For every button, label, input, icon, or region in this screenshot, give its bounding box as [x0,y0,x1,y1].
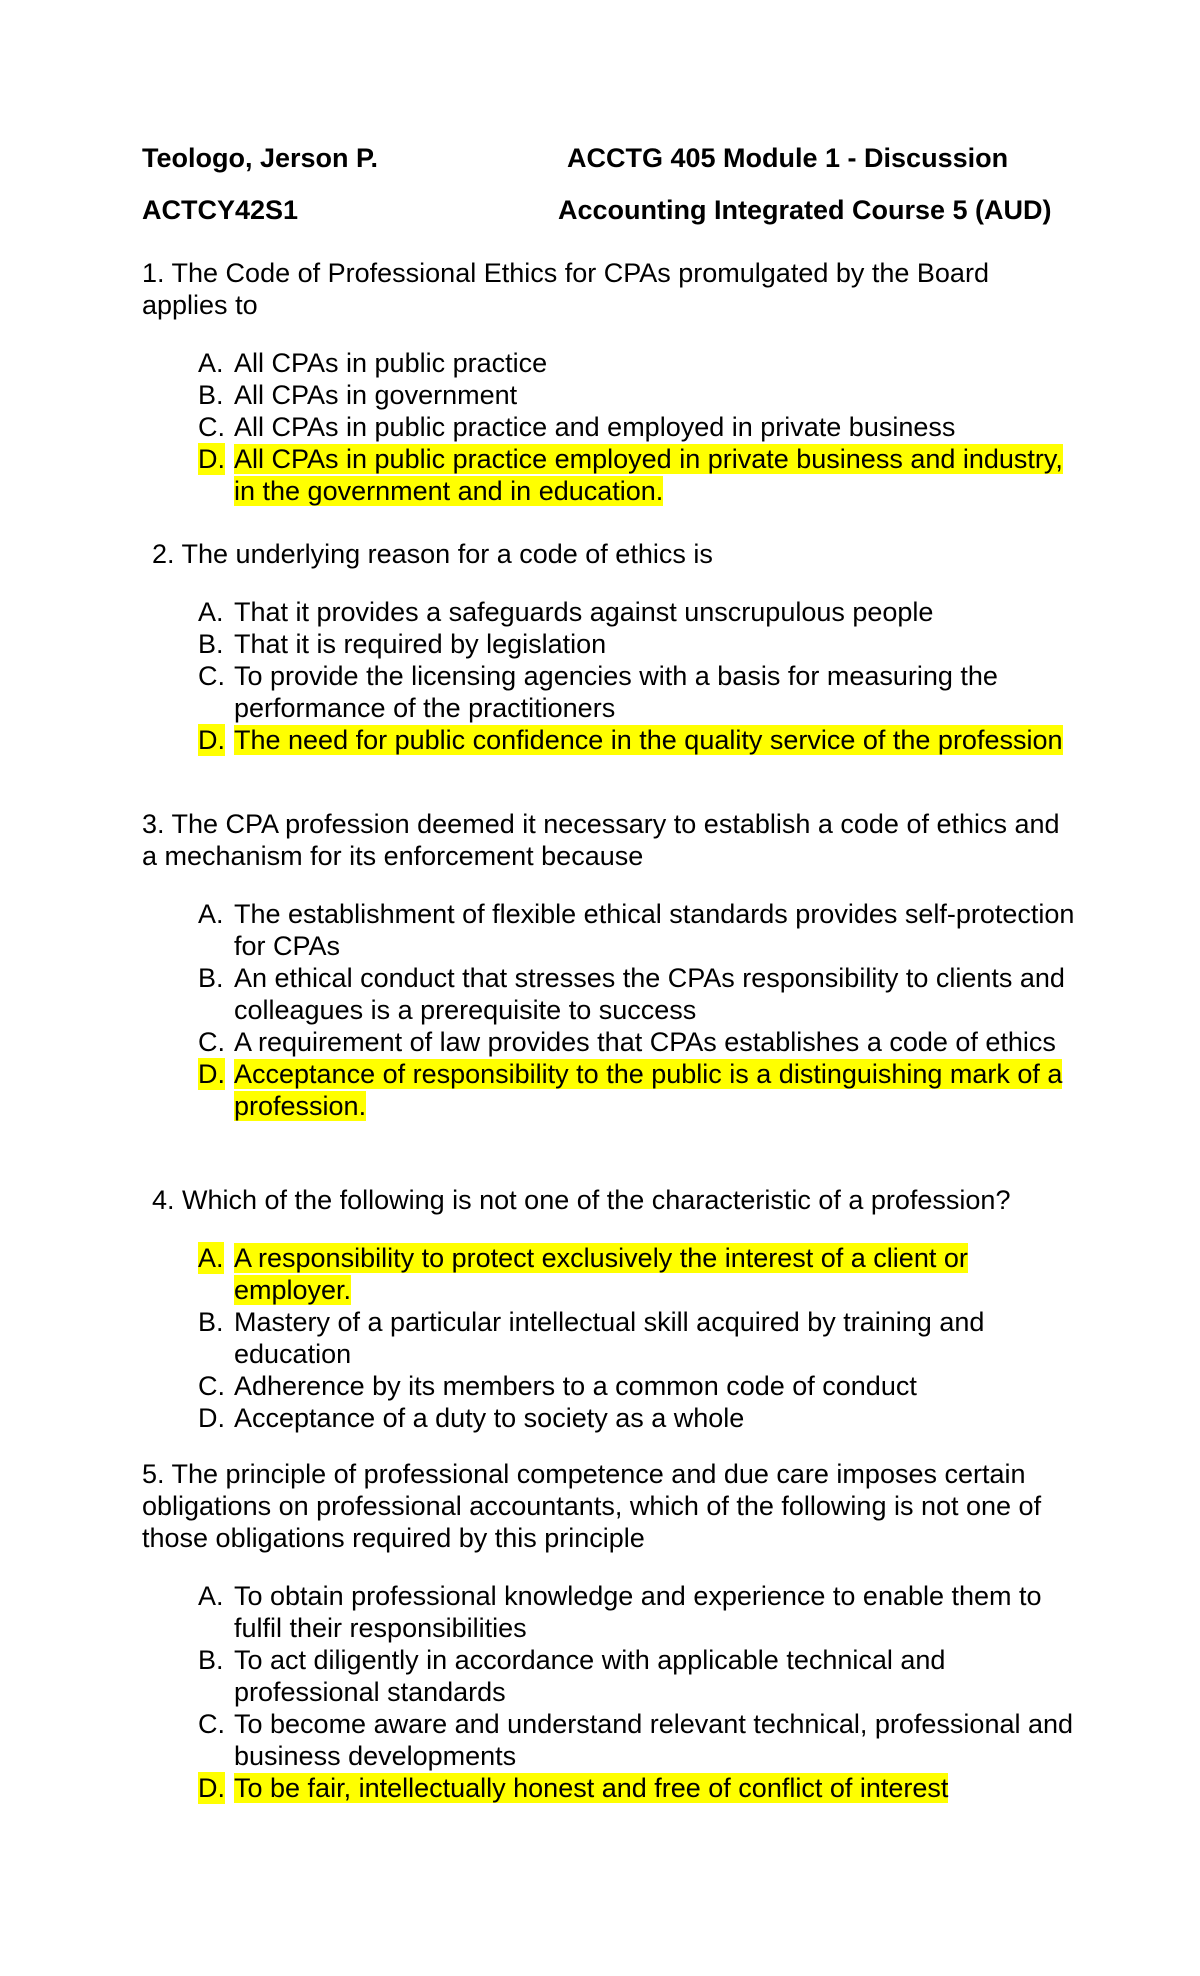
choice-letter: B. [198,629,224,659]
course-title: Accounting Integrated Course 5 (AUD) [558,195,1052,225]
question-stem: 3. The CPA profession deemed it necessary to establish a code of ethics and a mechanism for its enforcement because [142,809,1060,871]
choice-text: All CPAs in government [234,380,518,410]
choice-list [142,1580,1082,1804]
section-code: ACTCY42S1 [142,195,299,225]
choice-text: To act diligently in accordance with applicable technical and professional standards [234,1645,946,1707]
question-stem: 5. The principle of professional competence and due care imposes certain obligations on professional accountants, which of the following is not one of those obligations required by this principle [142,1459,1042,1553]
choice-letter: A. [198,899,224,929]
choice-c [142,660,1082,724]
choice-text: An ethical conduct that stresses the CPAs responsibility to clients and colleagues is a prerequisite to success [234,963,1065,1025]
choice-text: A requirement of law provides that CPAs establishes a code of ethics [234,1027,1056,1057]
choice-b [142,379,1082,411]
choice-text: That it is required by legislation [234,629,607,659]
choice-c [142,1708,1082,1772]
choice-text: All CPAs in public practice and employed in private business [234,412,956,442]
choice-letter: A. [198,348,224,378]
choice-text: Mastery of a particular intellectual skill acquired by training and education [234,1307,985,1369]
choice-letter: A. [198,1243,224,1273]
choice-text: That it provides a safeguards against unscrupulous people [234,597,934,627]
choice-d [142,1402,1082,1434]
choice-letter: A. [198,597,224,627]
choice-a-highlighted-answer [142,1242,1082,1306]
choice-b [142,628,1082,660]
choice-letter: C. [198,1027,225,1057]
choice-text: To provide the licensing agencies with a basis for measuring the performance of the practitioners [234,661,998,723]
choice-letter: B. [198,963,224,993]
choice-d-highlighted-answer [142,724,1082,756]
choice-letter: B. [198,1307,224,1337]
module-title: ACCTG 405 Module 1 - Discussion [567,143,1009,173]
choice-c [142,1026,1082,1058]
choice-text: To obtain professional knowledge and experience to enable them to fulfil their responsibilities [234,1581,1042,1643]
question-4 [142,1184,1082,1434]
choice-a [142,596,1082,628]
question-3 [142,808,1082,1122]
choice-d-highlighted-answer [142,1772,1082,1804]
choice-text: Acceptance of a duty to society as a whole [234,1403,745,1433]
choice-text: All CPAs in public practice employed in private business and industry, in the government and in education. [234,444,1063,506]
choice-letter: D. [198,1403,225,1433]
choice-text: The establishment of flexible ethical standards provides self-protection for CPAs [234,899,1075,961]
choice-c [142,1370,1082,1402]
choice-list [142,347,1082,507]
choice-b [142,1306,1082,1370]
choice-a [142,898,1082,962]
choice-a [142,347,1082,379]
choice-letter: D. [198,1059,225,1089]
question-stem: 1. The Code of Professional Ethics for CPAs promulgated by the Board applies to [142,258,989,320]
choice-text: Adherence by its members to a common code of conduct [234,1371,917,1401]
choice-c [142,411,1082,443]
choice-letter: B. [198,1645,224,1675]
choice-d-highlighted-answer [142,1058,1082,1122]
choice-letter: C. [198,1371,225,1401]
choice-text: To be fair, intellectually honest and free of conflict of interest [234,1773,949,1803]
choice-letter: A. [198,1581,224,1611]
choice-letter: C. [198,661,225,691]
question-stem: 2. The underlying reason for a code of ethics is [152,539,713,569]
choice-text: The need for public confidence in the quality service of the profession [234,725,1063,755]
choice-letter: D. [198,444,225,474]
choice-d-highlighted-answer [142,443,1082,507]
choice-b [142,962,1082,1026]
choice-list [142,1242,1082,1434]
choice-letter: C. [198,412,225,442]
choice-a [142,1580,1082,1644]
choice-letter: D. [198,1773,225,1803]
question-stem: 4. Which of the following is not one of the characteristic of a profession? [152,1185,1011,1215]
choice-text: A responsibility to protect exclusively the interest of a client or employer. [234,1243,968,1305]
choice-list [142,898,1082,1122]
choice-letter: B. [198,380,224,410]
choice-letter: D. [198,725,225,755]
question-5 [142,1458,1082,1804]
student-name: Teologo, Jerson P. [142,143,379,173]
question-1 [142,257,1082,507]
choice-list [142,596,1082,756]
choice-text: To become aware and understand relevant technical, professional and business developments [234,1709,1074,1771]
choice-text: All CPAs in public practice [234,348,548,378]
choice-b [142,1644,1082,1708]
choice-letter: C. [198,1709,225,1739]
choice-text: Acceptance of responsibility to the public is a distinguishing mark of a profession. [234,1059,1063,1121]
question-2 [142,538,1082,756]
